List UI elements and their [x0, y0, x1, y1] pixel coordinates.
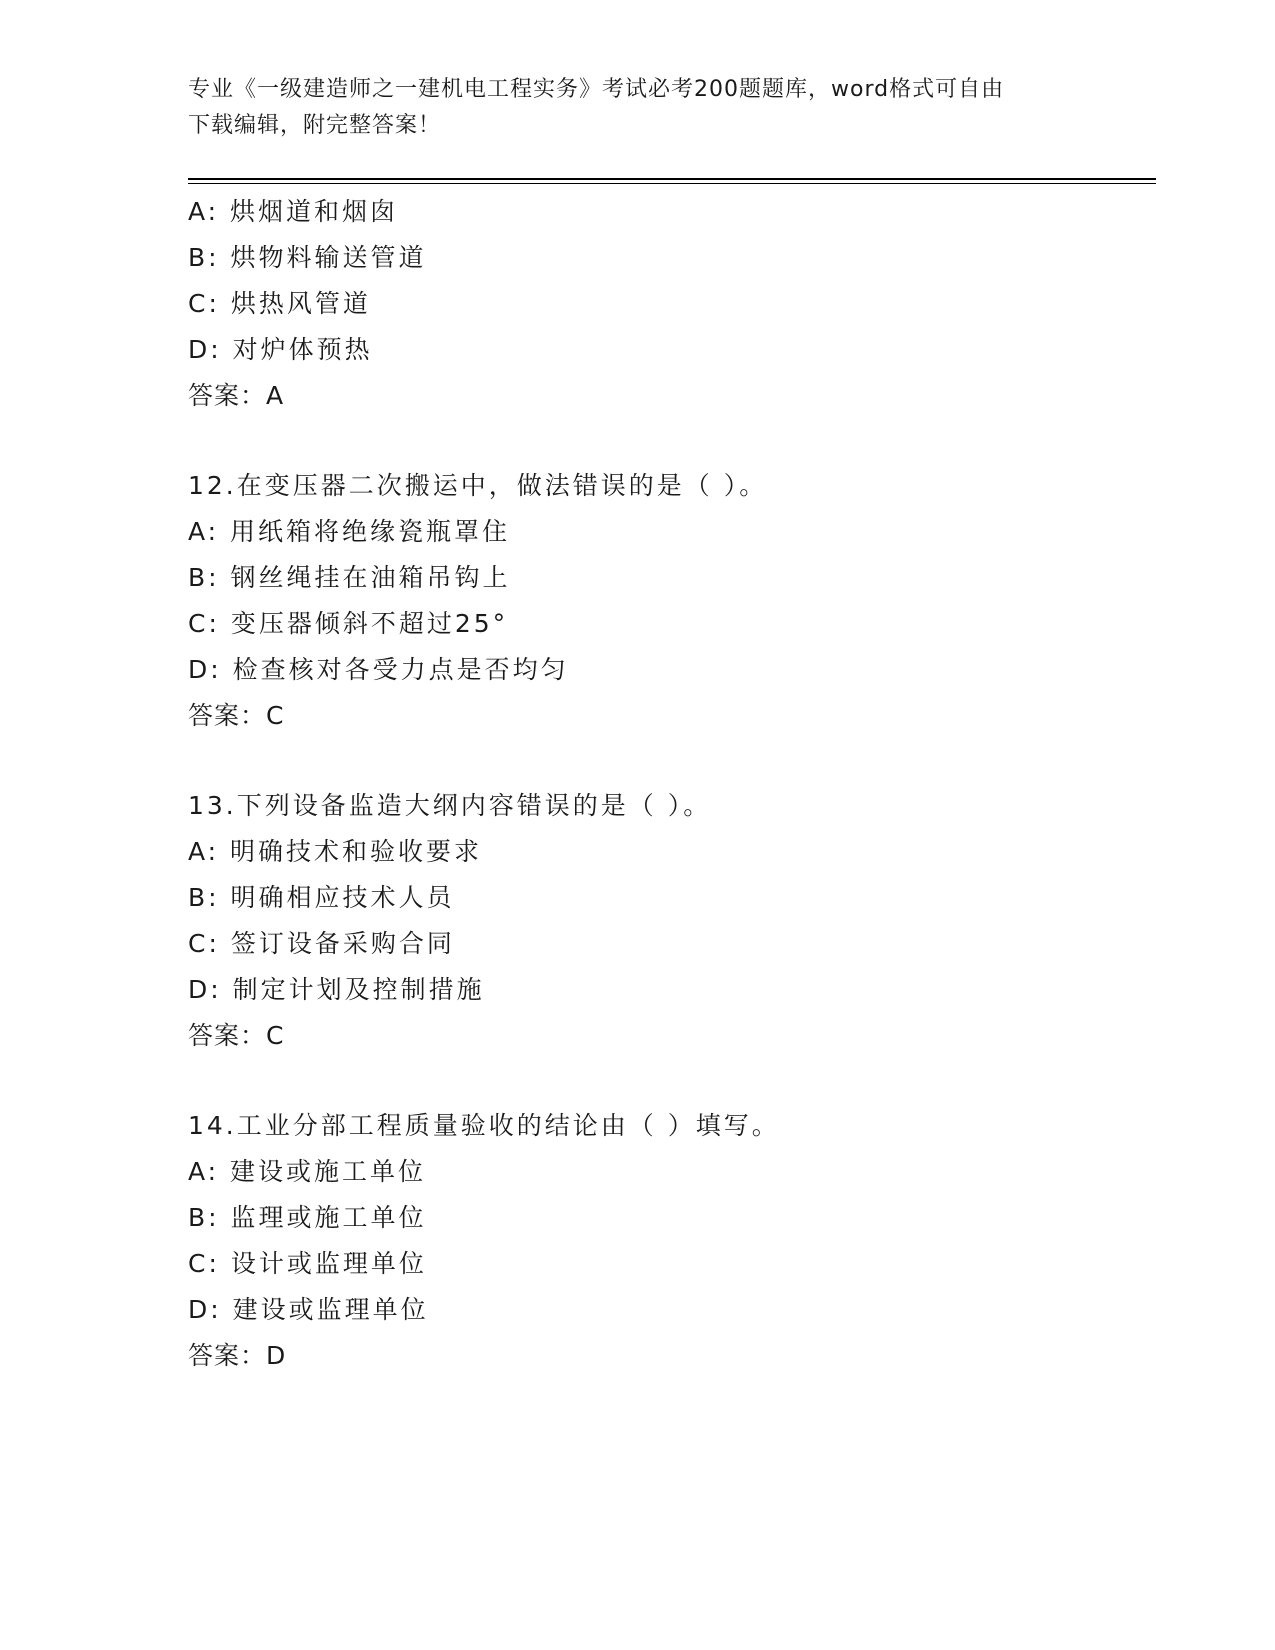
header-divider-thin: [188, 183, 1156, 184]
document-header: [188, 72, 1078, 144]
question-stem: 14.工业分部工程质量验收的结论由（ ）填写。: [188, 1111, 780, 1140]
answer: 答案：D: [188, 1341, 287, 1370]
option-c: C: 变压器倾斜不超过25°: [188, 609, 509, 638]
option-a: A: 建设或施工单位: [188, 1157, 427, 1186]
answer: 答案：C: [188, 701, 285, 730]
option-a: A: 明确技术和验收要求: [188, 837, 483, 866]
option-c: C: 设计或监理单位: [188, 1249, 427, 1278]
option-d: D: 对炉体预热: [188, 335, 373, 364]
question-stem: 12.在变压器二次搬运中，做法错误的是（ ）。: [188, 471, 768, 500]
header-line-1: 专业《一级建造师之一建机电工程实务》考试必考200题题库，word格式可自由: [188, 77, 1005, 102]
question-block-14: [188, 1103, 1148, 1379]
option-c: C: 签订设备采购合同: [188, 929, 455, 958]
option-b: B: 钢丝绳挂在油箱吊钩上: [188, 563, 511, 592]
question-block-12: [188, 463, 1148, 739]
option-b: B: 烘物料输送管道: [188, 243, 427, 272]
option-b: B: 监理或施工单位: [188, 1203, 427, 1232]
option-a: A: 烘烟道和烟囱: [188, 197, 399, 226]
question-block-13: [188, 783, 1148, 1059]
option-d: D: 检查核对各受力点是否均匀: [188, 655, 569, 684]
question-block-11: [188, 189, 1148, 419]
option-b: B: 明确相应技术人员: [188, 883, 455, 912]
option-c: C: 烘热风管道: [188, 289, 371, 318]
spacer: [188, 1059, 1148, 1103]
question-stem: 13.下列设备监造大纲内容错误的是（ ）。: [188, 791, 712, 820]
answer: 答案：A: [188, 381, 285, 410]
answer: 答案：C: [188, 1021, 285, 1050]
question-list: [188, 189, 1148, 1379]
spacer: [188, 419, 1148, 463]
spacer: [188, 739, 1148, 783]
option-a: A: 用纸箱将绝缘瓷瓶罩住: [188, 517, 511, 546]
option-d: D: 制定计划及控制措施: [188, 975, 485, 1004]
header-line-2: 下载编辑，附完整答案！: [188, 113, 442, 138]
option-d: D: 建设或监理单位: [188, 1295, 429, 1324]
header-divider-thick: [188, 178, 1156, 180]
